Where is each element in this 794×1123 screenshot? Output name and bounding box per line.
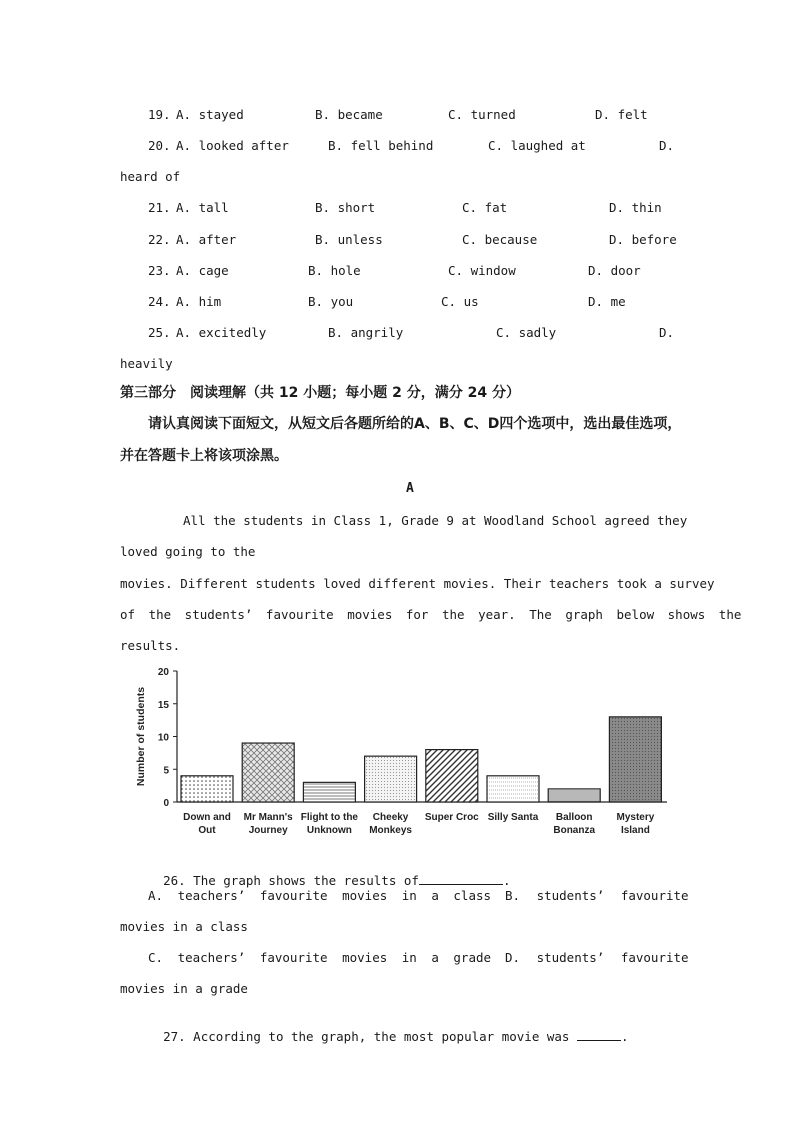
option-23-d[interactable]: D. door	[588, 263, 641, 278]
category-label: Cheeky	[372, 812, 409, 823]
option-24-d[interactable]: D. me	[588, 294, 626, 309]
q26-stem-text: 26. The graph shows the results of	[163, 873, 419, 888]
bar	[181, 776, 233, 802]
category-label: Super Croc	[424, 812, 479, 823]
option-19-b[interactable]: B. became	[315, 107, 383, 122]
q27-stem	[148, 1013, 629, 1045]
option-25-b[interactable]: B. angrily	[328, 325, 404, 340]
y-tick-label: 20	[157, 667, 169, 678]
category-label: Mr Mann's	[243, 812, 293, 823]
passage-line-2: loved going to the	[120, 544, 256, 559]
q27-blank[interactable]	[577, 1040, 621, 1041]
q26-stem	[148, 857, 510, 889]
option-wrap: heavily	[120, 356, 173, 371]
category-label: Journey	[248, 825, 288, 836]
q26-option-d[interactable]: D. students’ favourite	[505, 950, 689, 965]
option-21-b[interactable]: B. short	[315, 200, 376, 215]
category-label: Flight to the	[300, 812, 359, 823]
category-label: Mystery	[616, 812, 655, 823]
bar	[609, 717, 661, 802]
option-23-a[interactable]: A. cage	[176, 263, 229, 278]
passage-line-3: movies. Different students loved different movies. Their teachers took a survey	[120, 576, 715, 591]
option-20-d[interactable]: D.	[659, 138, 675, 153]
category-label: Monkeys	[369, 825, 412, 836]
passage-line-5: results.	[120, 638, 181, 653]
option-25-a[interactable]: A. excitedly	[176, 325, 267, 340]
q27-end: .	[620, 1029, 629, 1044]
option-24-b[interactable]: B. you	[308, 294, 354, 309]
y-axis-label: Number of students	[135, 686, 147, 787]
bar	[365, 756, 417, 802]
instruction-line-1: 请认真阅读下面短文，从短文后各题所给的A、B、C、D四个选项中，选出最佳选项，	[148, 416, 682, 432]
option-19-a[interactable]: A. stayed	[176, 107, 244, 122]
question-number: 21.	[148, 200, 171, 215]
option-19-d[interactable]: D. felt	[595, 107, 648, 122]
category-label: Island	[620, 825, 650, 836]
option-25-d[interactable]: D.	[659, 325, 675, 340]
passage-line-4: of the students’ favourite movies for the year. The graph below shows the	[120, 607, 742, 622]
option-23-b[interactable]: B. hole	[308, 263, 361, 278]
q26-option-d-wrap: movies in a grade	[120, 981, 248, 996]
category-label: Down and	[183, 812, 231, 823]
instruction-line-2: 并在答题卡上将该项涂黑。	[120, 448, 288, 464]
q26-option-b-wrap: movies in a class	[120, 919, 248, 934]
question-number: 22.	[148, 232, 171, 247]
section-title: 第三部分 阅读理解（共 12 小题；每小题 2 分，满分 24 分）	[120, 385, 520, 401]
option-22-d[interactable]: D. before	[609, 232, 677, 247]
bar	[548, 789, 600, 802]
option-wrap: heard of	[120, 169, 181, 184]
question-number: 20.	[148, 138, 171, 153]
option-20-b[interactable]: B. fell behind	[328, 138, 434, 153]
category-label: Unknown	[306, 825, 352, 836]
option-22-a[interactable]: A. after	[176, 232, 237, 247]
y-tick-label: 10	[157, 732, 169, 744]
bar	[242, 743, 294, 802]
passage-label: A	[406, 481, 414, 496]
y-tick-label: 15	[157, 699, 169, 711]
bar	[303, 782, 355, 802]
question-number: 24.	[148, 294, 171, 309]
q26-option-b[interactable]: B. students’ favourite	[505, 888, 689, 903]
category-label: Bonanza	[553, 825, 596, 836]
option-21-a[interactable]: A. tall	[176, 200, 229, 215]
y-tick-label: 5	[163, 765, 169, 777]
q26-option-c[interactable]: C. teachers’ favourite movies in a grade	[148, 950, 492, 965]
option-22-c[interactable]: C. because	[462, 232, 538, 247]
bar	[487, 776, 539, 802]
question-number: 19.	[148, 107, 171, 122]
bar	[426, 750, 478, 802]
q26-end: .	[502, 873, 511, 888]
option-20-c[interactable]: C. laughed at	[488, 138, 586, 153]
option-24-a[interactable]: A. him	[176, 294, 222, 309]
category-label: Silly Santa	[487, 812, 539, 823]
category-label: Balloon	[555, 812, 593, 823]
q26-option-a[interactable]: A. teachers’ favourite movies in a class	[148, 888, 492, 903]
q26-blank[interactable]	[419, 884, 503, 885]
category-label: Out	[198, 825, 216, 836]
option-23-c[interactable]: C. window	[448, 263, 516, 278]
option-25-c[interactable]: C. sadly	[496, 325, 557, 340]
question-number: 23.	[148, 263, 171, 278]
bar-chart	[125, 660, 685, 840]
option-21-c[interactable]: C. fat	[462, 200, 508, 215]
q27-stem-text: 27. According to the graph, the most popular movie was	[163, 1029, 570, 1044]
passage-line-1: All the students in Class 1, Grade 9 at Woodland School agreed they	[183, 513, 688, 528]
question-number: 25.	[148, 325, 171, 340]
option-24-c[interactable]: C. us	[441, 294, 479, 309]
option-20-a[interactable]: A. looked after	[176, 138, 289, 153]
option-19-c[interactable]: C. turned	[448, 107, 516, 122]
y-tick-label: 0	[163, 798, 169, 809]
option-21-d[interactable]: D. thin	[609, 200, 662, 215]
option-22-b[interactable]: B. unless	[315, 232, 383, 247]
